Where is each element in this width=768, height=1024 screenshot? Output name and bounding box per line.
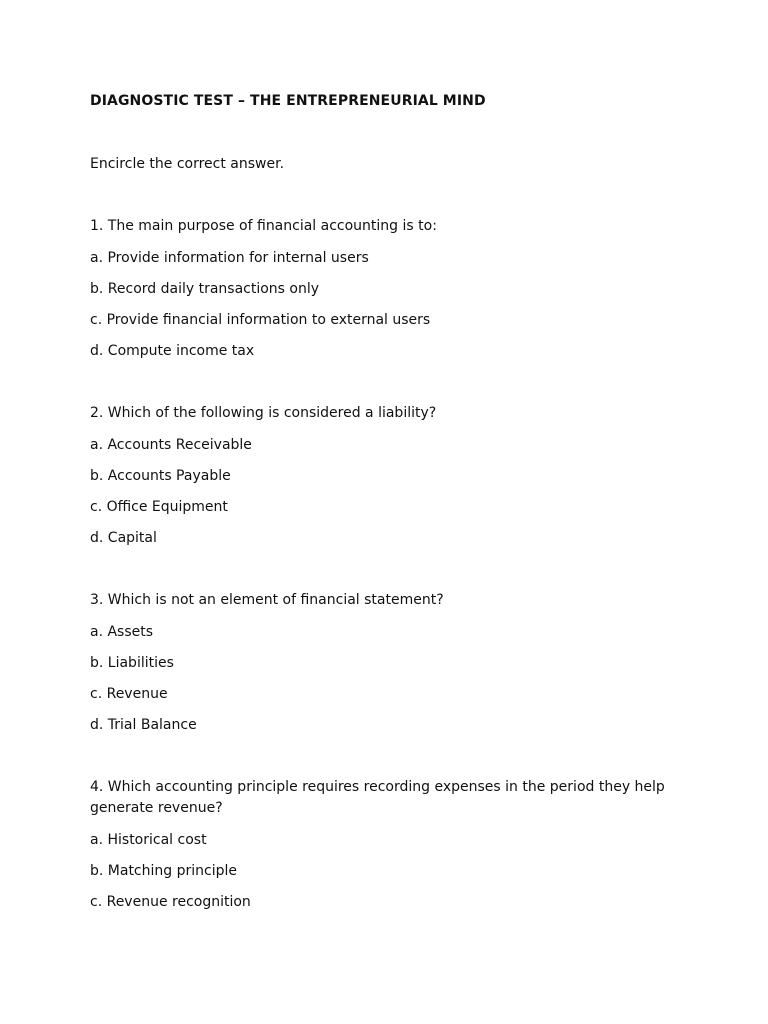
answer-option-b[interactable]: b. Accounts Payable bbox=[90, 468, 231, 484]
question-2 bbox=[90, 403, 690, 548]
question-3 bbox=[90, 590, 690, 735]
question-text: 2. Which of the following is considered a liability? bbox=[90, 405, 437, 421]
answer-option-a[interactable]: a. Assets bbox=[90, 624, 154, 640]
answer-option-b[interactable]: b. Matching principle bbox=[90, 863, 237, 879]
answer-option-c[interactable]: c. Office Equipment bbox=[90, 499, 228, 515]
answer-option-c[interactable]: c. Revenue recognition bbox=[90, 894, 251, 910]
answer-option-d[interactable]: d. Capital bbox=[90, 530, 157, 546]
document-page bbox=[90, 91, 690, 912]
answer-option-b[interactable]: b. Record daily transactions only bbox=[90, 281, 320, 297]
answer-option-a[interactable]: a. Historical cost bbox=[90, 832, 207, 848]
question-4 bbox=[90, 777, 690, 912]
document-title: DIAGNOSTIC TEST – THE ENTREPRENEURIAL MIND bbox=[90, 93, 486, 109]
answer-option-d[interactable]: d. Compute income tax bbox=[90, 343, 255, 359]
answer-option-d[interactable]: d. Trial Balance bbox=[90, 717, 197, 733]
instruction-text: Encircle the correct answer. bbox=[90, 156, 285, 172]
answer-option-a[interactable]: a. Provide information for internal users bbox=[90, 250, 369, 266]
question-text: 1. The main purpose of financial accounting is to: bbox=[90, 218, 437, 234]
answer-option-c[interactable]: c. Revenue bbox=[90, 686, 168, 702]
question-text: 3. Which is not an element of financial statement? bbox=[90, 592, 444, 608]
question-1 bbox=[90, 216, 690, 361]
answer-option-c[interactable]: c. Provide financial information to external users bbox=[90, 312, 431, 328]
question-text: 4. Which accounting principle requires recording expenses in the period they help generate revenue? bbox=[90, 779, 665, 816]
answer-option-b[interactable]: b. Liabilities bbox=[90, 655, 174, 671]
answer-option-a[interactable]: a. Accounts Receivable bbox=[90, 437, 252, 453]
